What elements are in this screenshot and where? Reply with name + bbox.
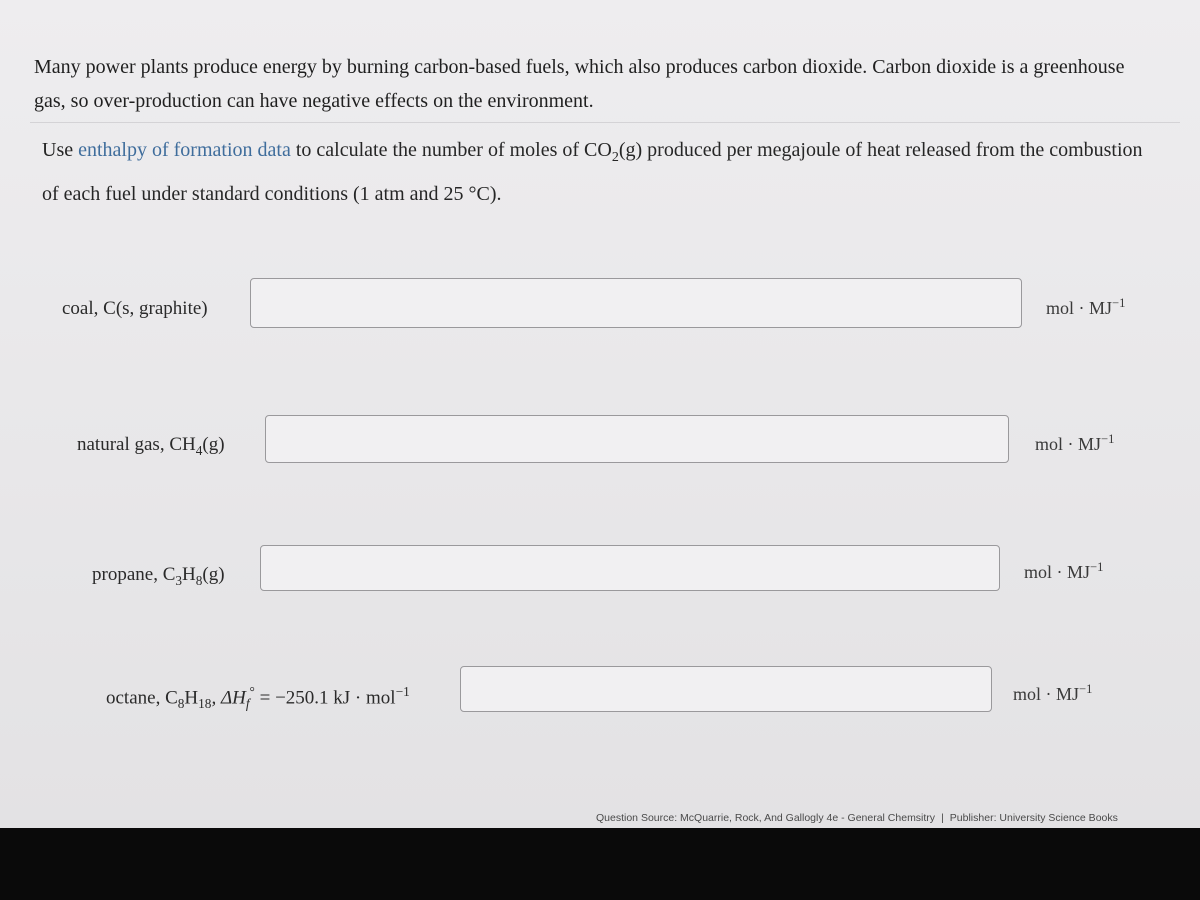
octane-label-sub3: f <box>245 696 250 712</box>
coal-label <box>62 298 208 320</box>
octane-label-mid: H <box>184 687 199 709</box>
octane-label-sup3: ° <box>249 684 255 699</box>
propane-answer-input[interactable] <box>260 545 1000 591</box>
instruction-suffix: (g) produced per megajoule of heat released from the combustion of each fuel under standard conditions (1 atm and 25 °C). <box>42 139 1143 205</box>
propane-label <box>92 564 225 589</box>
coal-answer-input[interactable] <box>250 278 1022 328</box>
propane-unit <box>1024 560 1103 583</box>
divider <box>30 122 1180 123</box>
octane-label-delta-h: , ΔH <box>211 687 246 709</box>
coal-label-text: coal, C(s, graphite) <box>62 298 208 319</box>
footer-separator: | <box>941 812 944 824</box>
publisher: Publisher: University Science Books <box>949 812 1118 824</box>
propane-unit-text: mol · MJ <box>1024 562 1091 582</box>
question-source-footer <box>596 812 1118 824</box>
octane-unit-sup: −1 <box>1079 682 1093 696</box>
propane-unit-sup: −1 <box>1090 560 1104 574</box>
octane-label-sub2: 18 <box>198 696 212 712</box>
propane-label-mid: H <box>182 564 196 585</box>
octane-unit-text: mol · MJ <box>1013 684 1080 704</box>
natural-gas-unit-text: mol · MJ <box>1035 434 1102 454</box>
propane-label-text: propane, C <box>92 564 176 585</box>
instruction-prefix: Use <box>42 139 79 161</box>
octane-label-sup: −1 <box>395 684 410 699</box>
octane-label-text: octane, C <box>106 687 178 709</box>
enthalpy-of-formation-link[interactable]: enthalpy of formation data <box>78 139 291 161</box>
octane-label-eq: = −250.1 kJ · mol <box>254 687 396 709</box>
instruction-subscript: 2 <box>611 150 619 165</box>
natural-gas-label-sub: 4 <box>195 442 203 458</box>
propane-label-sub2: 8 <box>195 572 203 588</box>
octane-label <box>106 684 410 712</box>
natural-gas-label-text: natural gas, CH <box>77 434 196 455</box>
octane-label-sub1: 8 <box>177 696 185 712</box>
natural-gas-label-tail: (g) <box>202 434 225 455</box>
octane-answer-input[interactable] <box>460 666 992 712</box>
propane-label-sub1: 3 <box>175 572 183 588</box>
question-instruction <box>42 132 1152 212</box>
question-source: Question Source: McQuarrie, Rock, And Gallogly 4e - General Chemsitry <box>596 812 936 824</box>
screen-bezel <box>0 828 1200 900</box>
natural-gas-answer-input[interactable] <box>265 415 1009 463</box>
propane-label-tail: (g) <box>202 564 225 585</box>
octane-unit <box>1013 682 1092 705</box>
coal-unit-text: mol · MJ <box>1046 298 1113 318</box>
natural-gas-unit <box>1035 432 1114 455</box>
question-intro: Many power plants produce energy by burning carbon-based fuels, which also produces carbon dioxide. Carbon dioxide is a greenhouse gas, so over-production can have negative effects on the environment. <box>34 56 1125 112</box>
natural-gas-unit-sup: −1 <box>1101 432 1115 446</box>
coal-unit-sup: −1 <box>1112 296 1126 310</box>
natural-gas-label <box>77 434 225 459</box>
instruction-mid: to calculate the number of moles of CO <box>290 139 612 161</box>
coal-unit <box>1046 296 1125 319</box>
